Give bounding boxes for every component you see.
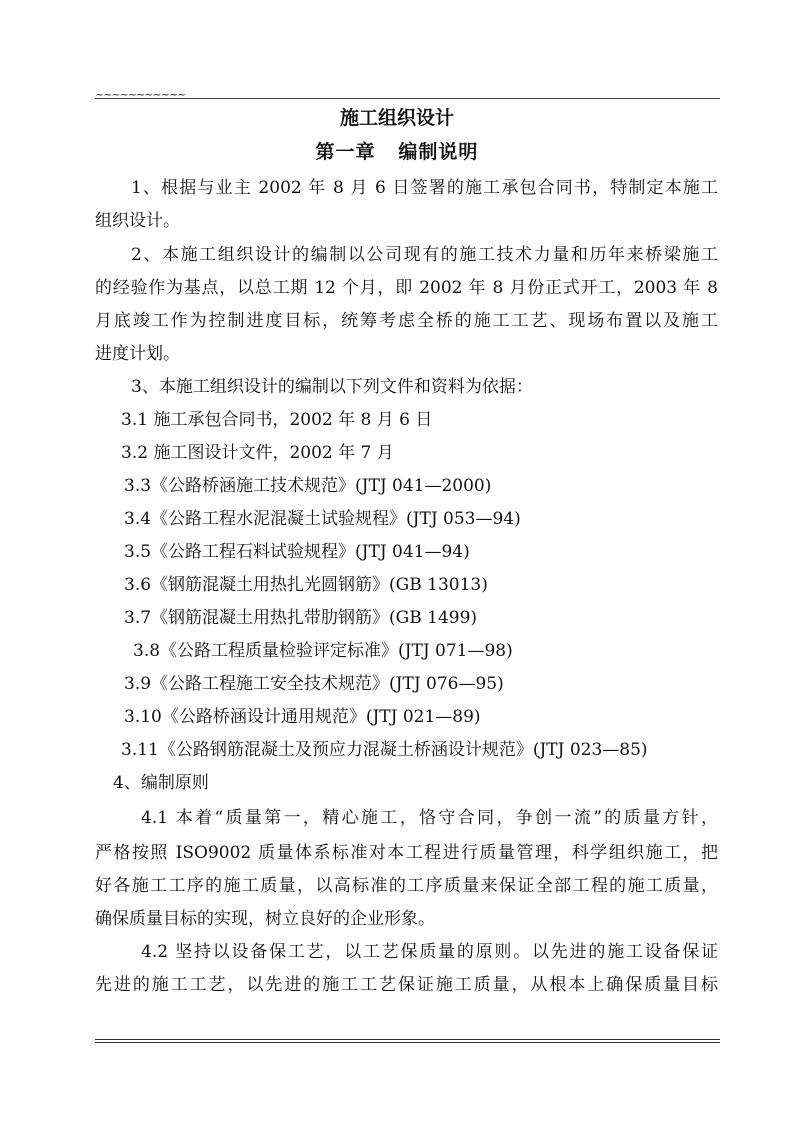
document-title: 施工组织设计 <box>339 107 454 129</box>
ref-item: 3.11《公路钢筋混凝土及预应力混凝土桥涵设计规范》(JTJ 023—85) <box>121 740 648 760</box>
ref-item: 3.7《钢筋混凝土用热扎带肋钢筋》(GB 1499) <box>124 608 478 628</box>
header-rule <box>95 98 720 99</box>
footer-rule <box>95 1039 720 1040</box>
ref-item: 3.1 施工承包合同书，2002 年 8 月 6 日 <box>121 410 433 430</box>
ref-item: 3.6《钢筋混凝土用热扎光圆钢筋》(GB 13013) <box>124 575 488 595</box>
ref-item: 3.2 施工图设计文件，2002 年 7 月 <box>121 443 394 463</box>
ref-item: 3.5《公路工程石料试验规程》(JTJ 041—94) <box>124 542 470 562</box>
para2-line-1: 2、本施工组织设计的编制以公司现有的施工技术力量和历年来桥梁施工 <box>131 245 718 265</box>
para1-line-1: 1、根据与业主 2002 年 8 月 6 日签署的施工承包合同书，特制定本施工 <box>131 178 718 198</box>
para3-text: 3、本施工组织设计的编制以下列文件和资料为依据： <box>131 377 533 397</box>
p41-line-4: 确保质量目标的实现，树立良好的企业形象。 <box>95 909 435 929</box>
ref-item: 3.10《公路桥涵设计通用规范》(JTJ 021—89) <box>124 707 481 727</box>
p41-line-1: 4.1 本着“质量第一，精心施工，恪守合同，争创一流”的质量方针， <box>141 808 718 828</box>
chapter-number: 第一章 <box>315 141 376 163</box>
para1-line-2: 组织设计。 <box>95 211 180 231</box>
p42-line-1: 4.2 坚持以设备保工艺，以工艺保质量的原则。以先进的施工设备保证 <box>141 942 718 962</box>
para2-line-4: 进度计划。 <box>95 344 180 364</box>
footer-rule-secondary <box>95 1042 720 1043</box>
header-mark: ~~~~~~~~~~~ <box>95 88 186 101</box>
ref-item: 3.8《公路工程质量检验评定标准》(JTJ 071—98) <box>133 641 513 661</box>
chapter-name: 编制说明 <box>398 141 479 163</box>
ref-item: 3.4《公路工程水泥混凝土试验规程》(JTJ 053—94) <box>124 509 521 529</box>
para4-text: 4、编制原则 <box>113 773 209 793</box>
ref-item: 3.9《公路工程施工安全技术规范》(JTJ 076—95) <box>124 674 504 694</box>
p42-line-2: 先进的施工工艺，以先进的施工工艺保证施工质量，从根本上确保质量目标 <box>95 975 718 995</box>
para2-line-2: 的经验作为基点，以总工期 12 个月，即 2002 年 8 月份正式开工，2003 年 8 <box>95 278 718 298</box>
chapter-heading <box>0 140 794 164</box>
ref-item: 3.3《公路桥涵施工技术规范》(JTJ 041—2000) <box>124 476 492 496</box>
para2-line-3: 月底竣工作为控制进度目标，统筹考虑全桥的施工工艺、现场布置以及施工 <box>95 311 718 331</box>
p41-line-2: 严格按照 ISO9002 质量体系标准对本工程进行质量管理，科学组织施工，把 <box>95 843 718 863</box>
p41-line-3: 好各施工工序的施工质量，以高标准的工序质量来保证全部工程的施工质量， <box>95 876 718 896</box>
